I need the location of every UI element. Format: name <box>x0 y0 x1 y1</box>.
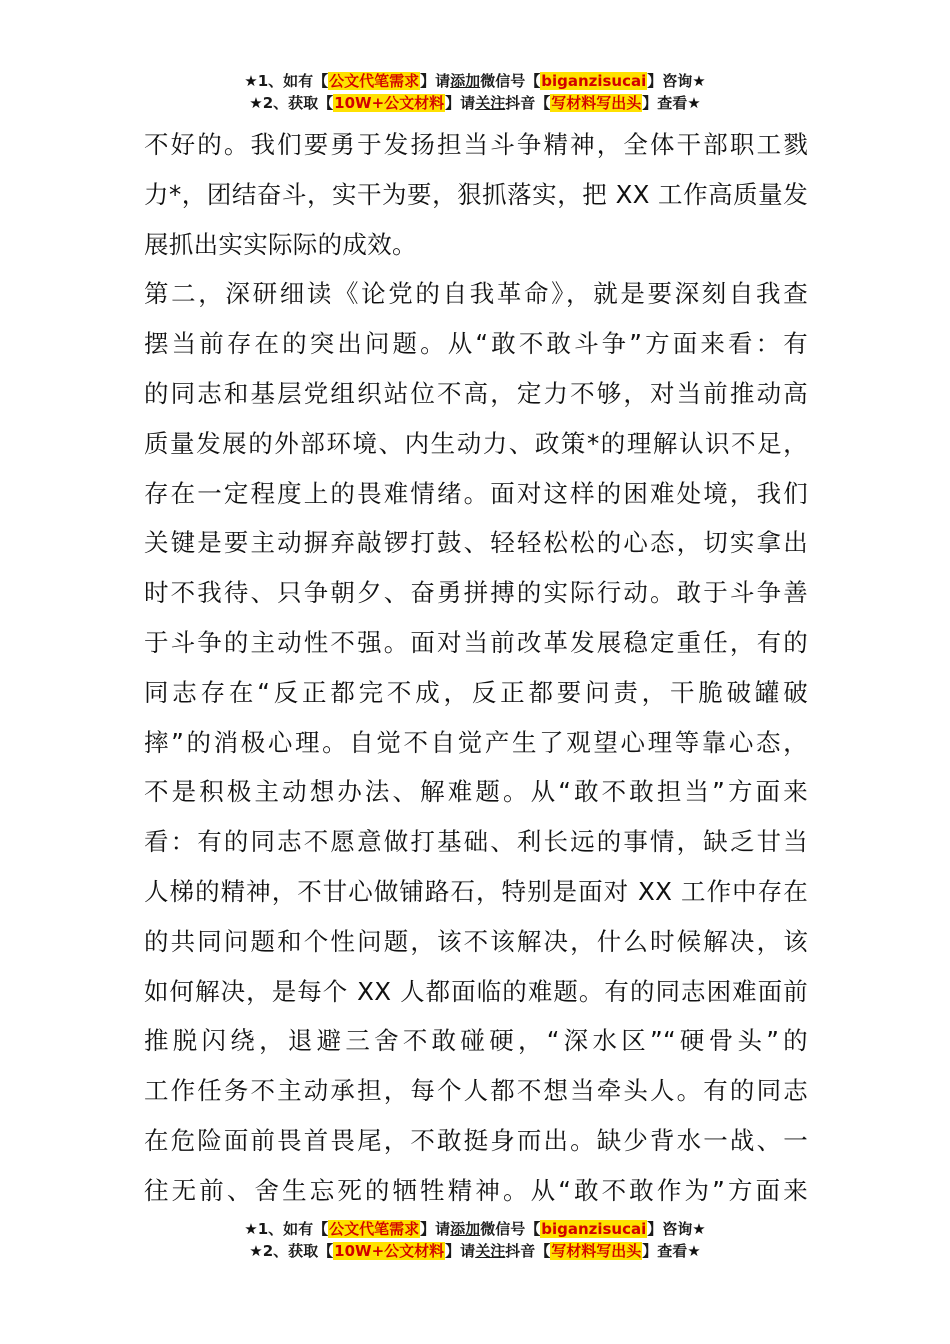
header-line-1 <box>0 70 950 92</box>
header-line-2 <box>0 92 950 114</box>
footer-line-2-prefix: 2、获取【 <box>262 1242 334 1260</box>
body-line: 往无前、舍生忘死的牺牲精神。从“敢不敢作为”方面来 <box>144 1175 808 1205</box>
body-line: 看：有的同志不愿意做打基础、利长远的事情，缺乏甘当 <box>144 827 808 857</box>
document-body <box>144 120 808 1216</box>
header-banner <box>0 70 950 114</box>
body-line: 同志存在“反正都完不成，反正都要问责，干脆破罐破 <box>144 677 808 707</box>
header-line-1-suffix: 】咨询 <box>647 72 693 90</box>
body-line: 工作任务不主动承担，每个人都不想当牵头人。有的同志 <box>144 1076 808 1106</box>
body-line: 关键是要主动摒弃敲锣打鼓、轻轻松松的心态，切实拿出 <box>144 528 808 558</box>
star-icon: ★ <box>244 1220 258 1238</box>
star-icon: ★ <box>692 1220 706 1238</box>
footer-line-2-highlight-douyin: 写材料写出头 <box>551 1242 642 1260</box>
footer-line-1-mid2: 微信号【 <box>480 1220 541 1238</box>
body-line: 如何解决，是每个 XX 人都面临的难题。有的同志困难面前 <box>144 976 808 1006</box>
star-icon: ★ <box>244 72 258 90</box>
body-line: 的同志和基层党组织站位不高，定力不够，对当前推动高 <box>144 378 808 408</box>
header-line-2-highlight-douyin: 写材料写出头 <box>551 94 642 112</box>
footer-line-1-prefix: 1、如有【 <box>257 1220 329 1238</box>
body-line: 质量发展的外部环境、内生动力、政策*的理解认识不足， <box>144 428 808 458</box>
header-line-2-mid2: 抖音【 <box>505 94 551 112</box>
body-line: 推脱闪绕，退避三舍不敢碰硬，“深水区”“硬骨头”的 <box>144 1026 808 1056</box>
body-line: 摆当前存在的突出问题。从“敢不敢斗争”方面来看：有 <box>144 329 808 359</box>
footer-line-2-suffix: 】查看 <box>642 1242 688 1260</box>
header-line-1-mid: 】请 <box>420 72 451 90</box>
body-line: 第二，深研细读《论党的自我革命》，就是要深刻自我查 <box>144 279 808 309</box>
body-line: 于斗争的主动性不强。面对当前改革发展稳定重任，有的 <box>144 627 808 657</box>
header-line-2-prefix: 2、获取【 <box>262 94 334 112</box>
footer-line-2 <box>0 1240 950 1262</box>
header-line-2-underlined: 关注 <box>475 94 506 112</box>
footer-line-2-mid2: 抖音【 <box>505 1242 551 1260</box>
footer-line-2-underlined: 关注 <box>475 1242 506 1260</box>
header-line-2-mid: 】请 <box>445 94 476 112</box>
header-line-1-mid2: 微信号【 <box>480 72 541 90</box>
footer-line-1-highlight-wechat: biganzisucai <box>541 1220 647 1238</box>
star-icon: ★ <box>249 1242 263 1260</box>
footer-line-2-highlight-materials: 10W+公文材料 <box>334 1242 445 1260</box>
star-icon: ★ <box>692 72 706 90</box>
body-line: 摔”的消极心理。自觉不自觉产生了观望心理等靠心态， <box>144 727 808 757</box>
footer-line-1-underlined: 添加 <box>450 1220 481 1238</box>
body-line: 不是积极主动想办法、解难题。从“敢不敢担当”方面来 <box>144 777 808 807</box>
body-line: 力*，团结奋斗，实干为要，狠抓落实，把 XX 工作高质量发 <box>144 179 808 209</box>
body-line: 存在一定程度上的畏难情绪。面对这样的困难处境，我们 <box>144 478 808 508</box>
star-icon: ★ <box>687 1242 701 1260</box>
header-line-2-highlight-materials: 10W+公文材料 <box>334 94 445 112</box>
header-line-1-highlight-service: 公文代笔需求 <box>329 72 420 90</box>
header-line-2-suffix: 】查看 <box>642 94 688 112</box>
star-icon: ★ <box>249 94 263 112</box>
footer-line-1-mid: 】请 <box>420 1220 451 1238</box>
body-line: 时不我待、只争朝夕、奋勇拼搏的实际行动。敢于斗争善 <box>144 578 808 608</box>
body-line: 在危险面前畏首畏尾，不敢挺身而出。缺少背水一战、一 <box>144 1125 808 1155</box>
star-icon: ★ <box>687 94 701 112</box>
footer-line-1-suffix: 】咨询 <box>647 1220 693 1238</box>
header-line-1-underlined: 添加 <box>450 72 481 90</box>
body-line: 不好的。我们要勇于发扬担当斗争精神，全体干部职工戮 <box>144 130 808 159</box>
body-line: 的共同问题和个性问题，该不该解决，什么时候解决，该 <box>144 926 808 956</box>
footer-line-1-highlight-service: 公文代笔需求 <box>329 1220 420 1238</box>
body-line: 人梯的精神，不甘心做铺路石，特别是面对 XX 工作中存在 <box>144 876 808 906</box>
footer-line-1 <box>0 1218 950 1240</box>
footer-banner <box>0 1218 950 1262</box>
body-line: 展抓出实实际际的成效。 <box>144 229 417 259</box>
header-line-1-prefix: 1、如有【 <box>257 72 329 90</box>
header-line-1-highlight-wechat: biganzisucai <box>541 72 647 90</box>
footer-line-2-mid: 】请 <box>445 1242 476 1260</box>
